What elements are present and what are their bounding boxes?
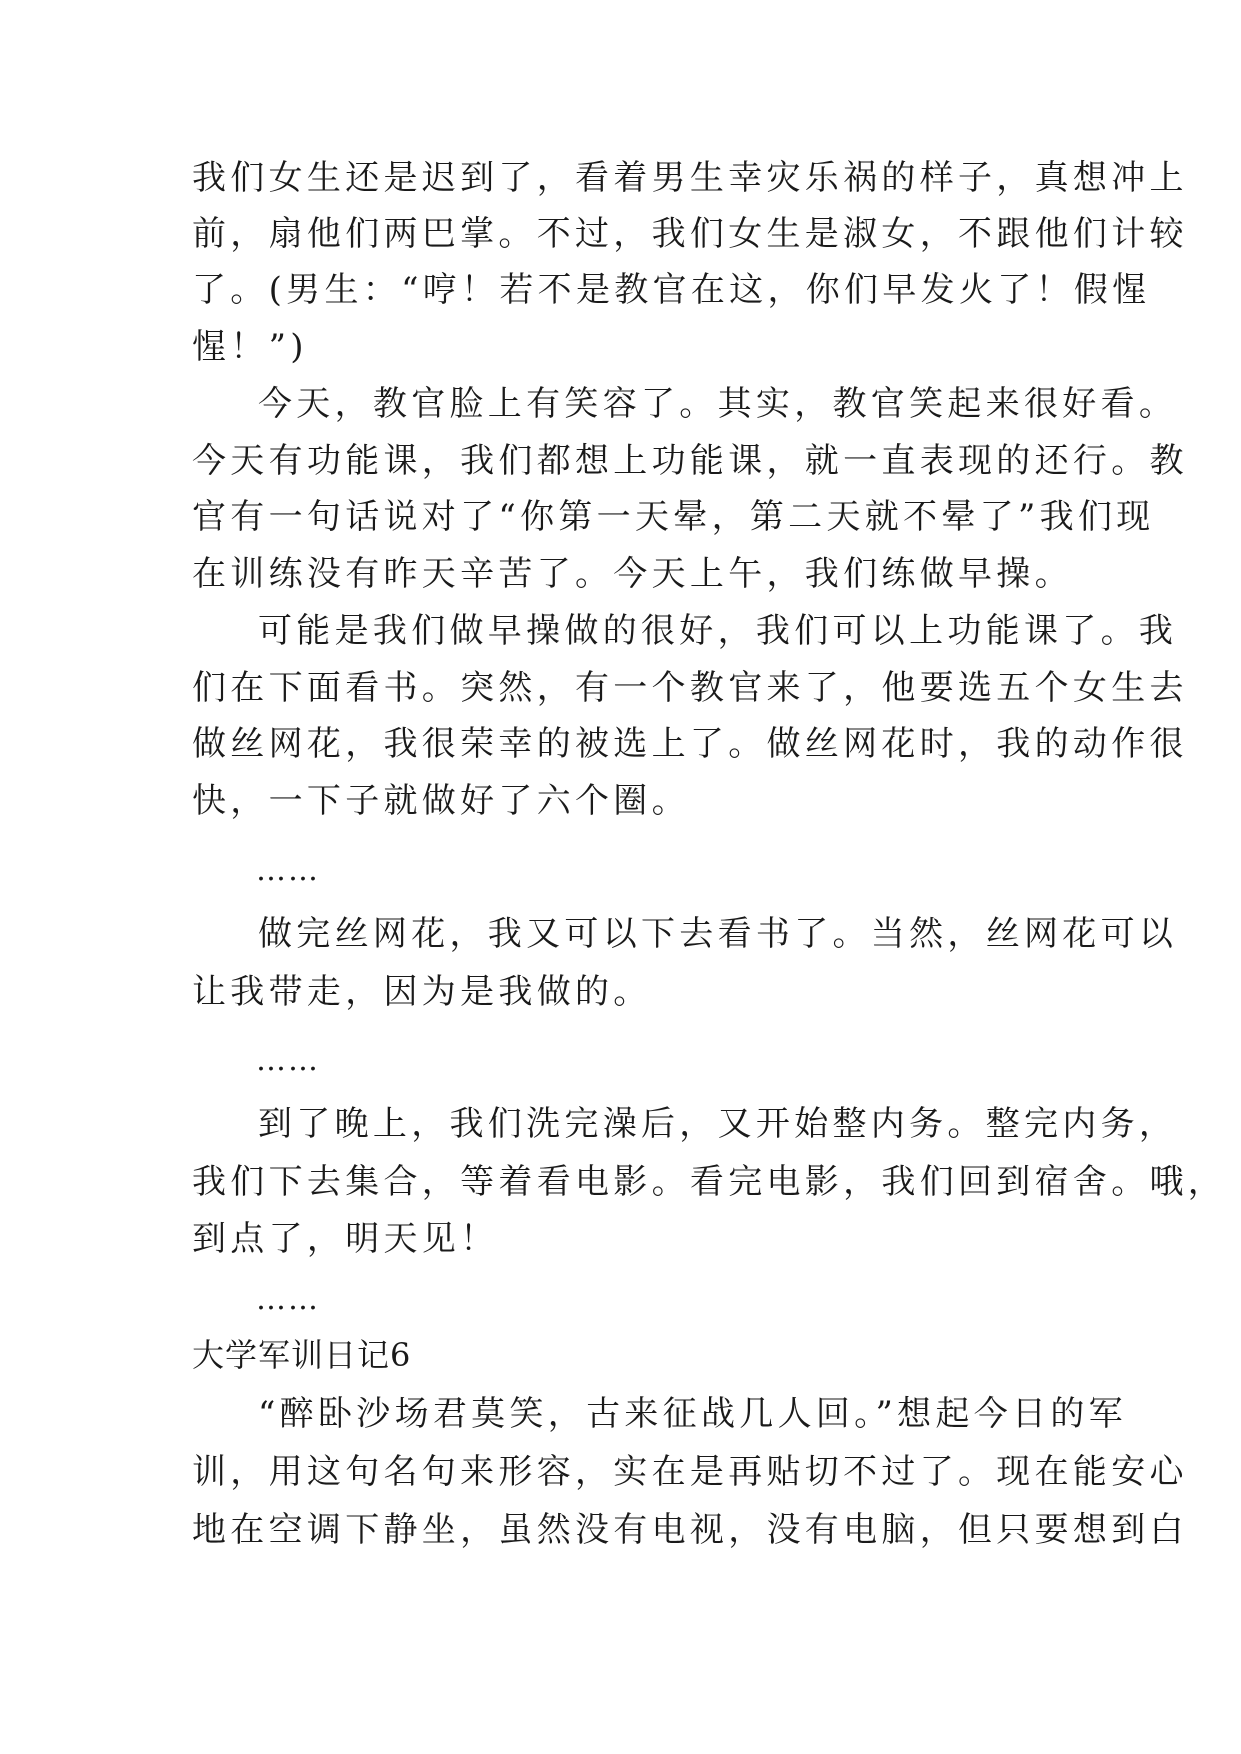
ellipsis: …… bbox=[256, 1282, 320, 1317]
paragraph-line: 在训练没有昨天辛苦了。今天上午，我们练做早操。 bbox=[192, 554, 1073, 594]
paragraph-line: 到点了，明天见！ bbox=[192, 1219, 499, 1259]
paragraph-line: 们在下面看书。突然，有一个教官来了，他要选五个女生去 bbox=[192, 668, 1188, 708]
ellipsis: …… bbox=[256, 853, 320, 888]
paragraph-line: 可能是我们做早操做的很好，我们可以上功能课了。我 bbox=[258, 611, 1178, 651]
paragraph-line: 官有一句话说对了“你第一天晕，第二天就不晕了”我们现 bbox=[192, 497, 1155, 537]
paragraph-line: 我们下去集合，等着看电影。看完电影，我们回到宿舍。哦， bbox=[192, 1162, 1227, 1202]
paragraph-line: 快，一下子就做好了六个圈。 bbox=[192, 781, 690, 821]
section-heading: 大学军训日记6 bbox=[192, 1336, 412, 1374]
paragraph-line: 做丝网花，我很荣幸的被选上了。做丝网花时，我的动作很 bbox=[192, 724, 1188, 764]
paragraph-line: 训，用这句名句来形容，实在是再贴切不过了。现在能安心 bbox=[192, 1452, 1188, 1492]
paragraph-line: “醉卧沙场君莫笑，古来征战几人回。”想起今日的军 bbox=[258, 1394, 1127, 1434]
paragraph-line: 到了晚上，我们洗完澡后，又开始整内务。整完内务， bbox=[258, 1104, 1178, 1144]
paragraph-line: 我们女生还是迟到了，看着男生幸灾乐祸的样子，真想冲上 bbox=[192, 158, 1188, 198]
paragraph-line: 惺！”) bbox=[192, 327, 308, 367]
paragraph-line: 了。(男生：“哼！若不是教官在这，你们早发火了！假惺 bbox=[192, 270, 1151, 310]
paragraph-line: 地在空调下静坐，虽然没有电视，没有电脑，但只要想到白 bbox=[192, 1510, 1188, 1550]
paragraph-line: 让我带走，因为是我做的。 bbox=[192, 972, 652, 1012]
paragraph-line: 前，扇他们两巴掌。不过，我们女生是淑女，不跟他们计较 bbox=[192, 214, 1188, 254]
paragraph-line: 今天有功能课，我们都想上功能课，就一直表现的还行。教 bbox=[192, 441, 1188, 481]
paragraph-line: 做完丝网花，我又可以下去看书了。当然，丝网花可以 bbox=[258, 914, 1178, 954]
ellipsis: …… bbox=[256, 1043, 320, 1078]
paragraph-line: 今天，教官脸上有笑容了。其实，教官笑起来很好看。 bbox=[258, 384, 1178, 424]
